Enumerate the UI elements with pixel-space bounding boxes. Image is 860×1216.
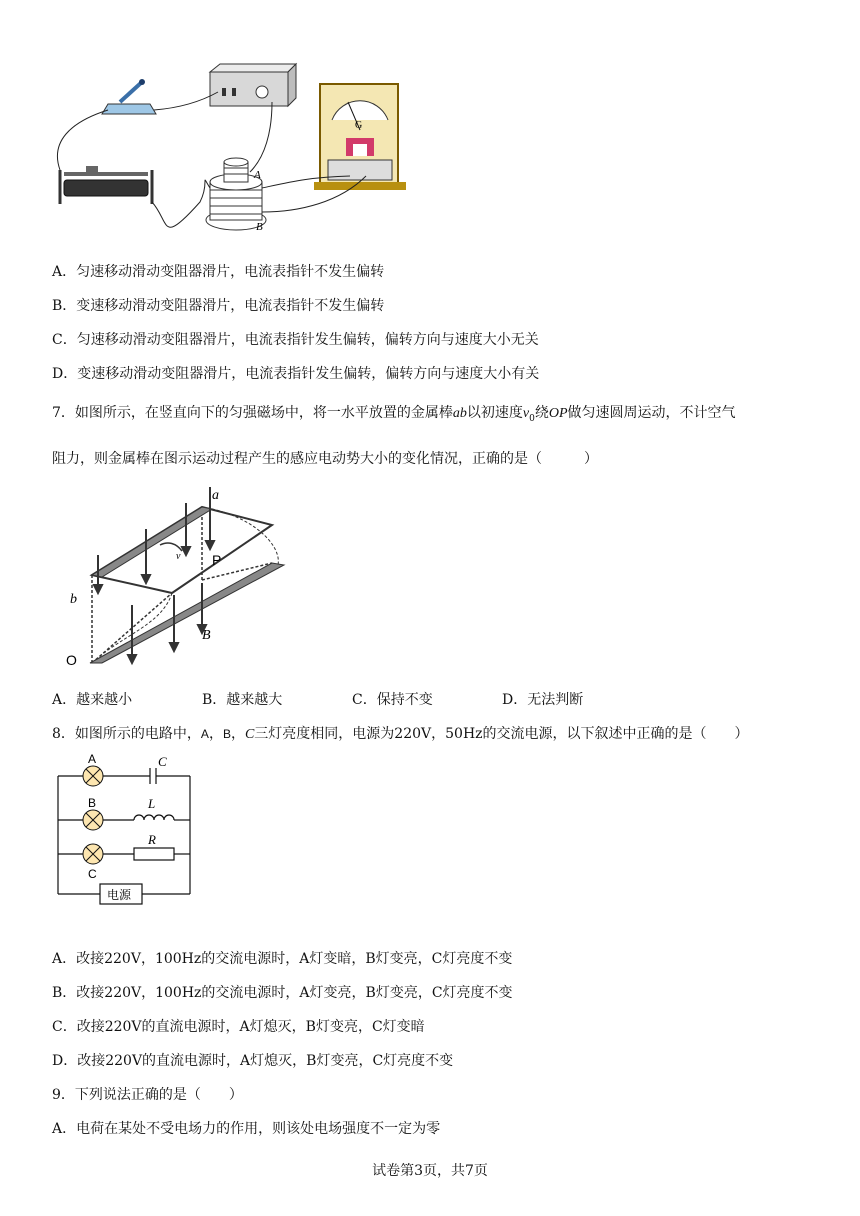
q9-option-a: A．电荷在某处不受电场力的作用，则该处电场强度不一定为零 — [52, 1121, 441, 1137]
q7-option-b: B．越来越大 — [202, 692, 283, 708]
q6-option-b: B．变速移动滑动变阻器滑片，电流表指针不发生偏转 — [52, 298, 385, 314]
q7-stem-line1: 7．如图所示，在竖直向下的匀强磁场中，将一水平放置的金属棒ab以初速度$v_0$绕OP做匀速圆周运动，不计空气 — [52, 405, 736, 424]
rod-label-b: b — [70, 592, 77, 607]
coil-label-a: A — [254, 169, 261, 181]
q8-option-b: B．改接220V，100Hz的交流电源时，A灯变亮，B灯变亮，C灯亮度不变 — [52, 985, 513, 1001]
q7-option-c: C．保持不变 — [352, 692, 433, 708]
q6-option-c: C．匀速移动滑动变阻器滑片，电流表指针发生偏转，偏转方向与速度大小无关 — [52, 332, 539, 348]
q6-option-d: D．变速移动滑动变阻器滑片，电流表指针发生偏转，偏转方向与速度大小有关 — [52, 366, 540, 382]
galvanometer-icon — [314, 84, 406, 190]
axis-label-p: P — [212, 552, 222, 568]
induction-apparatus-figure — [50, 62, 410, 242]
lamp-label-b: B — [88, 796, 97, 810]
lamp-c-icon — [83, 844, 103, 864]
lamp-label-c: C — [88, 867, 97, 881]
q7-option-a: A．越来越小 — [52, 692, 133, 708]
rheostat-icon — [60, 166, 152, 204]
q6-option-a: A．匀速移动滑动变阻器滑片，电流表指针不发生偏转 — [52, 264, 385, 280]
q7-option-d: D．无法判断 — [502, 692, 584, 708]
q8-option-d: D．改接220V的直流电源时，A灯熄灭，B灯变亮，C灯亮度不变 — [52, 1053, 454, 1069]
inductor-label: L — [148, 796, 156, 811]
circuit-diagram — [56, 754, 196, 904]
resistor-label: R — [148, 832, 156, 847]
galvanometer-label: G — [355, 120, 363, 131]
rotating-rod-figure — [62, 485, 302, 675]
velocity-label: v — [176, 551, 181, 562]
switch-icon — [102, 79, 156, 114]
coil-label-b: B — [256, 221, 263, 233]
q9-stem: 9．下列说法正确的是（ ） — [52, 1087, 243, 1103]
q8-option-a: A．改接220V，100Hz的交流电源时，A灯变暗，B灯变亮，C灯亮度不变 — [52, 951, 513, 967]
field-label-b: B — [202, 628, 211, 643]
rod-label-a: a — [212, 488, 219, 503]
q7-stem-line2: 阻力，则金属棒在图示运动过程产生的感应电动势大小的变化情况，正确的是（ ） — [52, 451, 598, 467]
source-label: 电源 — [107, 888, 132, 902]
capacitor-label: C — [158, 754, 167, 769]
lamp-b-icon — [83, 810, 103, 830]
axis-label-o: O — [66, 652, 77, 668]
q8-option-c: C．改接220V的直流电源时，A灯熄灭，B灯变亮，C灯变暗 — [52, 1019, 425, 1035]
lamp-label-a: A — [88, 752, 97, 766]
power-supply-icon — [210, 64, 296, 106]
q8-stem: 8．如图所示的电路中，A，B，C三灯亮度相同，电源为220V，50Hz的交流电源，以下叙述中正确的是（ ） — [52, 726, 749, 742]
page-footer: 试卷第3页，共7页 — [372, 1163, 488, 1179]
lamp-a-icon — [83, 766, 103, 786]
